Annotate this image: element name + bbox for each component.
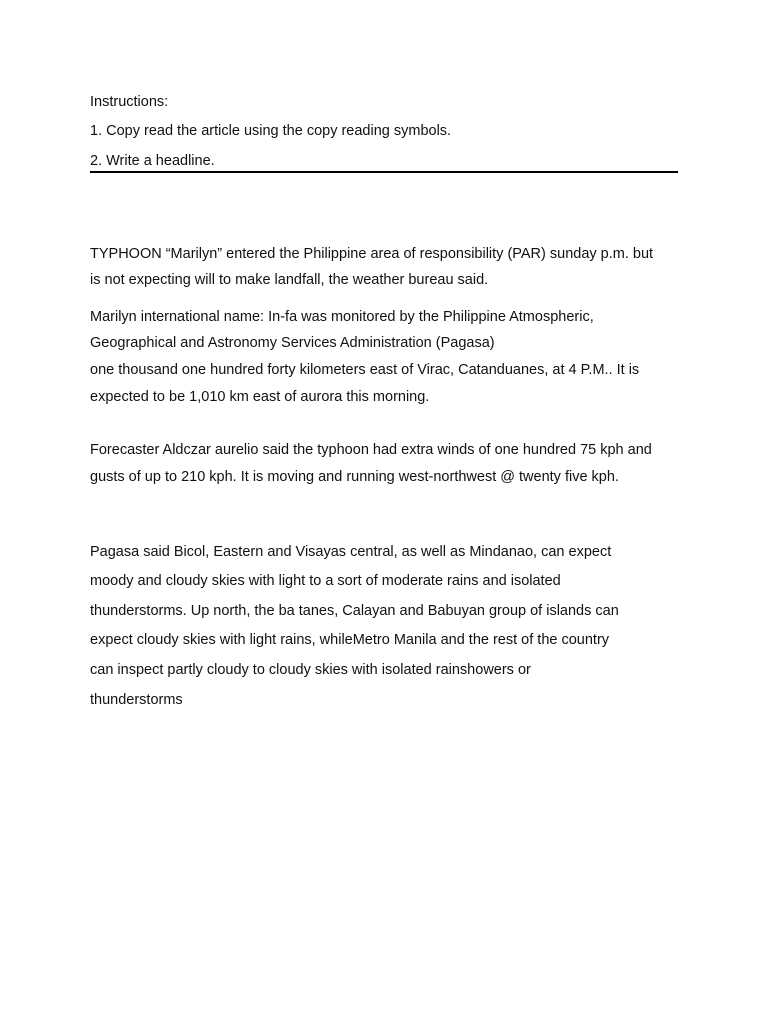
text-line: Geographical and Astronomy Services Administration (Pagasa) [90, 335, 495, 351]
instructions-heading: Instructions: [90, 94, 169, 110]
instruction-item: 1. Copy read the article using the copy reading symbols. [90, 123, 452, 139]
text-line: one thousand one hundred forty kilometers east of Virac, Catanduanes, at 4 P.M.. It is [90, 362, 640, 378]
text-line: Pagasa said Bicol, Eastern and Visayas central, as well as Mindanao, can expect [90, 544, 612, 560]
horizontal-rule [90, 171, 678, 173]
instruction-item: 2. Write a headline. [90, 153, 215, 169]
text-line: Forecaster Aldczar aurelio said the typhoon had extra winds of one hundred 75 kph and [90, 442, 652, 458]
text-line: is not expecting will to make landfall, the weather bureau said. [90, 272, 489, 288]
text-line: Marilyn international name: In-fa was monitored by the Philippine Atmospheric, [90, 309, 594, 325]
text-line: thunderstorms [90, 692, 183, 708]
text-line: can inspect partly cloudy to cloudy skies with isolated rainshowers or [90, 662, 531, 678]
text-line: gusts of up to 210 kph. It is moving and running west-northwest @ twenty five kph. [90, 469, 619, 485]
text-line: TYPHOON “Marilyn” entered the Philippine area of responsibility (PAR) sunday p.m. but [90, 246, 654, 262]
text-line: thunderstorms. Up north, the ba tanes, Calayan and Babuyan group of islands can [90, 603, 619, 619]
text-line: moody and cloudy skies with light to a sort of moderate rains and isolated [90, 573, 561, 589]
text-line: expect cloudy skies with light rains, whileMetro Manila and the rest of the country [90, 632, 610, 648]
text-line: expected to be 1,010 km east of aurora this morning. [90, 389, 430, 405]
